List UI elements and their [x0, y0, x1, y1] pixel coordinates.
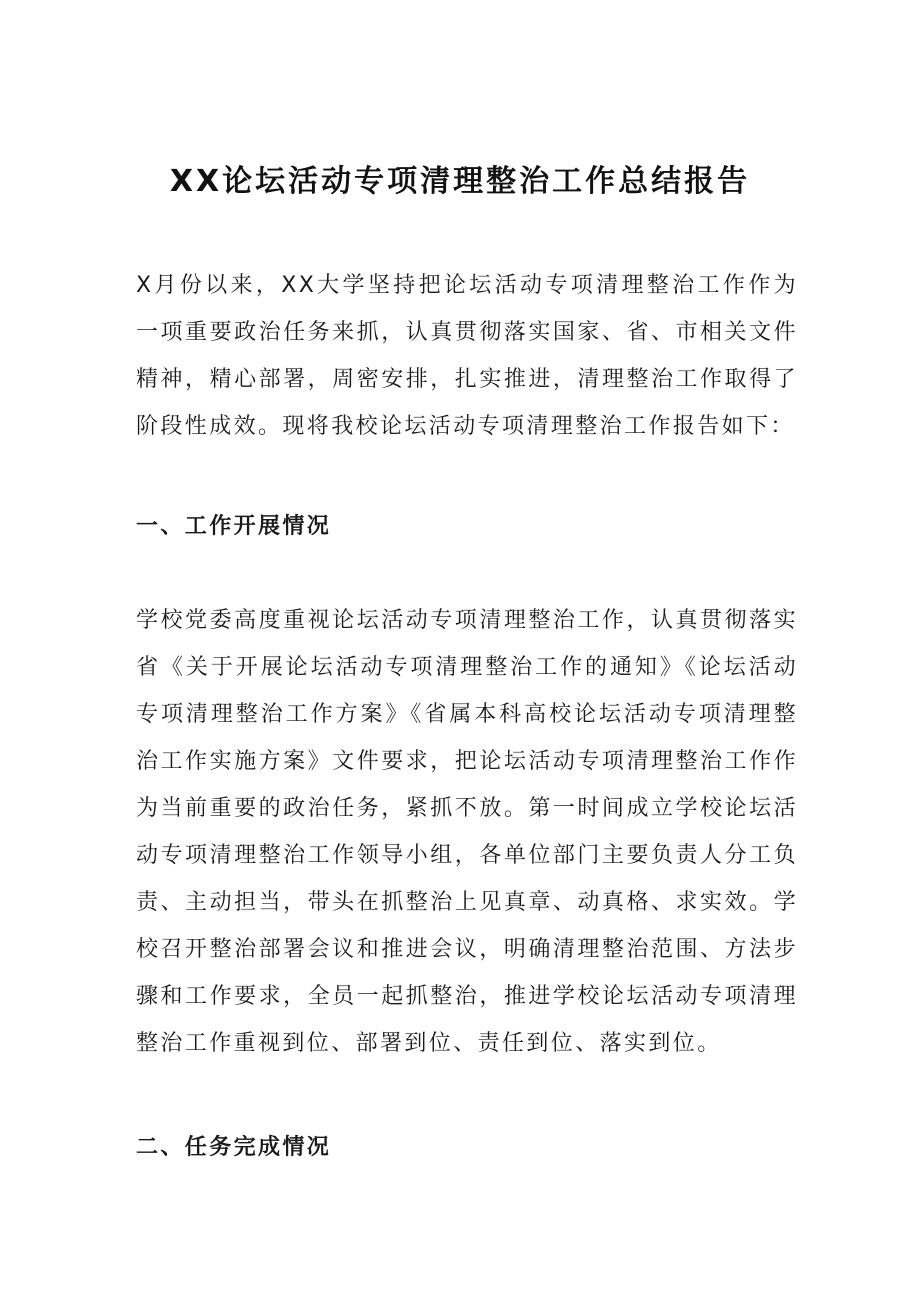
section-heading-task-completion: 二、任务完成情况 — [136, 1135, 332, 1160]
intro-paragraph: X月份以来，XX大学坚持把论坛活动专项清理整治工作作为一项重要政治任务来抓，认真贯彻落实国家、省、市相关文件精神，精心部署，周密安排，扎实推进，清理整治工作取得了阶段性成效。现将我校论坛活动专项清理整治工作报告如下： — [136, 273, 798, 439]
section-heading-work-progress: 一、工作开展情况 — [136, 514, 332, 539]
section-body-work-progress: 学校党委高度重视论坛活动专项清理整治工作，认真贯彻落实省《关于开展论坛活动专项清理整治工作的通知》《论坛活动专项清理整治工作方案》《省属本科高校论坛活动专项清理整治工作实施方案》文件要求，把论坛活动专项清理整治工作作为当前重要的政治任务，紧抓不放。第一时间成立学校论坛活动专项清理整治工作领导小组，各单位部门主要负责人分工负责、主动担当，带头在抓整治上见真章、动真格、求实效。学校召开整治部署会议和推进会议，明确清理整治范围、方法步骤和工作要求，全员一起抓整治，推进学校论坛活动专项清理整治工作重视到位、部署到位、责任到位、落实到位。 — [136, 608, 798, 1056]
document-title: XX论坛活动专项清理整治工作总结报告 — [169, 164, 751, 200]
